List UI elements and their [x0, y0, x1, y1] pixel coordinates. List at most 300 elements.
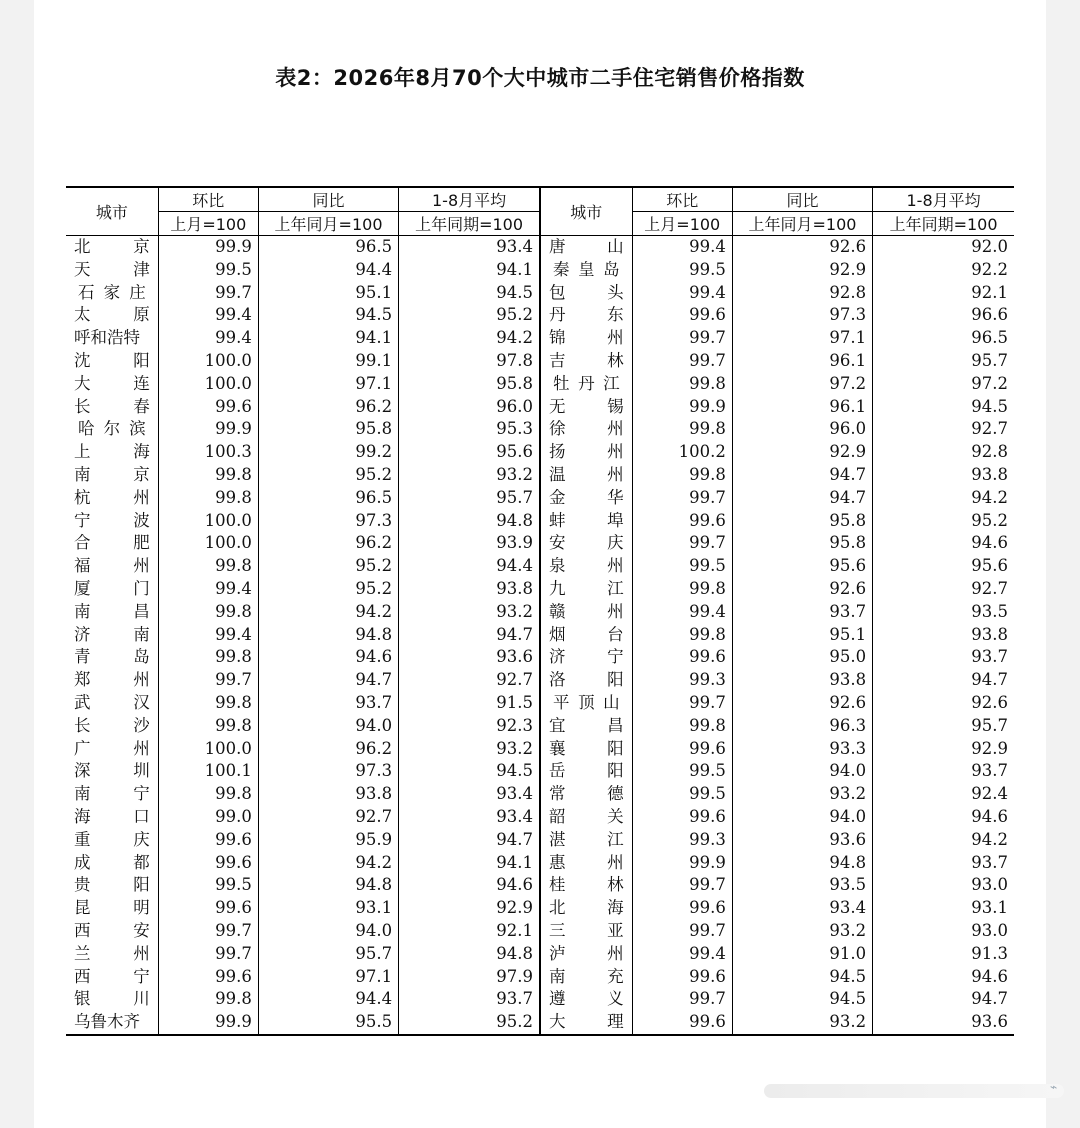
city-right-cell: 南充 [540, 966, 632, 989]
avg-right-cell: 96.6 [873, 304, 1014, 327]
mom-left-cell: 99.4 [158, 624, 258, 647]
yoy-right-cell: 96.3 [732, 715, 872, 738]
mom-right-cell: 100.2 [632, 441, 732, 464]
yoy-right-cell: 96.1 [732, 350, 872, 373]
avg-right-cell: 93.5 [873, 601, 1014, 624]
table-row [66, 327, 1014, 350]
yoy-left-cell: 99.1 [258, 350, 398, 373]
city-left-cell: 海口 [74, 806, 150, 826]
city-right-cell: 济宁 [540, 646, 632, 669]
yoy-left-cell: 96.5 [258, 487, 398, 510]
mom-left-cell: 99.8 [158, 988, 258, 1011]
avg-right-cell: 93.7 [873, 646, 1014, 669]
city-left-cell: 南京 [74, 464, 150, 484]
city-right-cell: 韶关 [540, 806, 632, 829]
table-row [66, 601, 1014, 624]
table-row [66, 373, 1014, 396]
mom-left-cell: 99.8 [158, 783, 258, 806]
mom-left-cell: 99.6 [158, 396, 258, 419]
header-yoy-left: 同比 [258, 187, 398, 212]
price-index-table [66, 186, 1014, 1036]
table-row [66, 304, 1014, 327]
table-row [66, 897, 1014, 920]
table-row [66, 418, 1014, 441]
yoy-right-cell: 94.0 [732, 806, 872, 829]
mom-right-cell: 99.6 [632, 510, 732, 533]
avg-right-cell: 95.2 [873, 510, 1014, 533]
mom-left-cell: 99.9 [158, 236, 258, 259]
avg-right-cell: 94.2 [873, 829, 1014, 852]
mom-left-cell: 100.0 [158, 350, 258, 373]
city-left-cell: 深圳 [74, 761, 150, 781]
city-left-cell: 长沙 [74, 715, 150, 735]
avg-left-cell: 94.2 [399, 327, 540, 350]
corner-mark-icon: ⌁ [1050, 1080, 1058, 1094]
mom-right-cell: 99.9 [632, 852, 732, 875]
city-right-cell: 桂林 [540, 874, 632, 897]
city-left-cell: 长春 [74, 396, 150, 416]
table-row [66, 874, 1014, 897]
mom-right-cell: 99.7 [632, 988, 732, 1011]
yoy-right-cell: 95.8 [732, 532, 872, 555]
avg-left-cell: 92.3 [399, 715, 540, 738]
city-left-cell: 北京 [74, 237, 150, 256]
mom-left-cell: 99.7 [158, 920, 258, 943]
avg-left-cell: 97.8 [399, 350, 540, 373]
header-avg-left: 1-8月平均 [399, 187, 540, 212]
mom-right-cell: 99.7 [632, 327, 732, 350]
table-row [66, 806, 1014, 829]
mom-right-cell: 99.6 [632, 806, 732, 829]
table-row [66, 1011, 1014, 1035]
header-mom-base-right: 上月=100 [632, 212, 732, 236]
avg-right-cell: 94.7 [873, 988, 1014, 1011]
yoy-right-cell: 93.4 [732, 897, 872, 920]
header-mom-left: 环比 [158, 187, 258, 212]
yoy-left-cell: 94.4 [258, 988, 398, 1011]
yoy-right-cell: 94.5 [732, 966, 872, 989]
yoy-right-cell: 92.9 [732, 259, 872, 282]
table-row [66, 282, 1014, 305]
yoy-right-cell: 95.1 [732, 624, 872, 647]
city-right-cell: 扬州 [540, 441, 632, 464]
city-right-cell: 大理 [540, 1011, 632, 1035]
mom-right-cell: 99.4 [632, 282, 732, 305]
city-left-cell: 杭州 [74, 487, 150, 507]
city-right-cell: 惠州 [540, 852, 632, 875]
mom-right-cell: 99.6 [632, 738, 732, 761]
avg-right-cell: 91.3 [873, 943, 1014, 966]
table-row [66, 646, 1014, 669]
mom-right-cell: 99.8 [632, 624, 732, 647]
city-left-cell: 兰州 [74, 943, 150, 963]
city-left-cell: 哈尔滨 [78, 419, 146, 439]
yoy-left-cell: 96.2 [258, 396, 398, 419]
city-right-cell: 宜昌 [540, 715, 632, 738]
avg-left-cell: 93.2 [399, 738, 540, 761]
city-right-cell: 泉州 [540, 555, 632, 578]
mom-left-cell: 100.0 [158, 532, 258, 555]
avg-right-cell: 94.5 [873, 396, 1014, 419]
table-row [66, 441, 1014, 464]
mom-left-cell: 99.4 [158, 327, 258, 350]
yoy-left-cell: 94.0 [258, 920, 398, 943]
avg-right-cell: 95.6 [873, 555, 1014, 578]
yoy-left-cell: 94.8 [258, 874, 398, 897]
mom-right-cell: 99.9 [632, 396, 732, 419]
avg-right-cell: 95.7 [873, 715, 1014, 738]
yoy-left-cell: 95.1 [258, 282, 398, 305]
city-left-cell: 广州 [74, 738, 150, 758]
mom-right-cell: 99.5 [632, 259, 732, 282]
yoy-right-cell: 93.2 [732, 1011, 872, 1035]
city-left-cell: 乌鲁木齐 [66, 1011, 158, 1035]
city-right-cell: 洛阳 [540, 669, 632, 692]
yoy-right-cell: 92.6 [732, 236, 872, 259]
mom-left-cell: 100.3 [158, 441, 258, 464]
city-left-cell: 上海 [74, 442, 150, 462]
city-right-cell: 北海 [540, 897, 632, 920]
mom-right-cell: 99.5 [632, 783, 732, 806]
table-row [66, 396, 1014, 419]
avg-right-cell: 93.0 [873, 874, 1014, 897]
header-yoy-base-left: 上年同月=100 [258, 212, 398, 236]
city-left-cell: 合肥 [74, 533, 150, 553]
yoy-right-cell: 95.0 [732, 646, 872, 669]
mom-left-cell: 99.7 [158, 282, 258, 305]
table-row [66, 692, 1014, 715]
yoy-left-cell: 97.3 [258, 510, 398, 533]
city-right-cell: 徐州 [540, 418, 632, 441]
city-left-cell: 宁波 [74, 510, 150, 530]
city-left-cell: 南昌 [74, 601, 150, 621]
city-left-cell: 太原 [74, 305, 150, 325]
avg-left-cell: 91.5 [399, 692, 540, 715]
avg-left-cell: 95.2 [399, 1011, 540, 1035]
mom-right-cell: 99.8 [632, 418, 732, 441]
city-left-cell: 贵阳 [74, 875, 150, 895]
city-right-cell: 岳阳 [540, 760, 632, 783]
header-yoy-right: 同比 [732, 187, 872, 212]
yoy-left-cell: 95.2 [258, 464, 398, 487]
avg-right-cell: 95.7 [873, 350, 1014, 373]
yoy-left-cell: 99.2 [258, 441, 398, 464]
avg-right-cell: 92.6 [873, 692, 1014, 715]
avg-left-cell: 94.1 [399, 852, 540, 875]
table-row [66, 259, 1014, 282]
avg-right-cell: 93.0 [873, 920, 1014, 943]
yoy-left-cell: 96.5 [258, 236, 398, 259]
yoy-right-cell: 92.8 [732, 282, 872, 305]
city-left-cell: 西安 [74, 920, 150, 940]
mom-right-cell: 99.6 [632, 1011, 732, 1035]
mom-left-cell: 99.7 [158, 943, 258, 966]
yoy-left-cell: 96.2 [258, 532, 398, 555]
yoy-left-cell: 94.0 [258, 715, 398, 738]
table-row [66, 669, 1014, 692]
table-row [66, 532, 1014, 555]
mom-left-cell: 99.6 [158, 966, 258, 989]
avg-left-cell: 93.2 [399, 601, 540, 624]
mom-left-cell: 99.8 [158, 715, 258, 738]
avg-left-cell: 95.3 [399, 418, 540, 441]
avg-right-cell: 92.9 [873, 738, 1014, 761]
yoy-right-cell: 91.0 [732, 943, 872, 966]
table-row [66, 464, 1014, 487]
yoy-left-cell: 94.2 [258, 852, 398, 875]
mom-left-cell: 100.0 [158, 738, 258, 761]
city-right-cell: 温州 [540, 464, 632, 487]
header-mom-base-left: 上月=100 [158, 212, 258, 236]
city-right-cell: 遵义 [540, 988, 632, 1011]
city-right-cell: 唐山 [540, 236, 632, 259]
mom-left-cell: 99.0 [158, 806, 258, 829]
city-left-cell: 大连 [74, 373, 150, 393]
city-left-cell: 西宁 [74, 966, 150, 986]
city-left-cell: 呼和浩特 [74, 328, 140, 348]
table-row [66, 852, 1014, 875]
yoy-left-cell: 95.7 [258, 943, 398, 966]
yoy-right-cell: 94.8 [732, 852, 872, 875]
mom-right-cell: 99.8 [632, 578, 732, 601]
mom-right-cell: 99.7 [632, 487, 732, 510]
header-avg-right: 1-8月平均 [873, 187, 1014, 212]
city-right-cell: 常德 [540, 783, 632, 806]
avg-left-cell: 92.9 [399, 897, 540, 920]
header-mom-right: 环比 [632, 187, 732, 212]
table-row [66, 988, 1014, 1011]
mom-right-cell: 99.7 [632, 920, 732, 943]
city-right-cell: 蚌埠 [540, 510, 632, 533]
avg-left-cell: 93.8 [399, 578, 540, 601]
yoy-left-cell: 97.1 [258, 373, 398, 396]
avg-left-cell: 94.1 [399, 259, 540, 282]
mom-right-cell: 99.7 [632, 532, 732, 555]
mom-left-cell: 99.5 [158, 259, 258, 282]
header-yoy-base-right: 上年同月=100 [732, 212, 872, 236]
city-right-cell: 安庆 [540, 532, 632, 555]
city-left-cell: 青岛 [74, 647, 150, 667]
avg-left-cell: 95.6 [399, 441, 540, 464]
yoy-right-cell: 93.8 [732, 669, 872, 692]
yoy-left-cell: 95.2 [258, 555, 398, 578]
mom-left-cell: 99.5 [158, 874, 258, 897]
mom-left-cell: 99.6 [158, 852, 258, 875]
header-city-right: 城市 [540, 187, 632, 236]
yoy-left-cell: 95.8 [258, 418, 398, 441]
avg-right-cell: 94.2 [873, 487, 1014, 510]
yoy-right-cell: 97.3 [732, 304, 872, 327]
avg-right-cell: 92.7 [873, 418, 1014, 441]
yoy-left-cell: 93.7 [258, 692, 398, 715]
avg-left-cell: 94.8 [399, 943, 540, 966]
city-left-cell: 昆明 [74, 898, 150, 918]
avg-right-cell: 93.7 [873, 852, 1014, 875]
yoy-left-cell: 97.3 [258, 760, 398, 783]
table-row [66, 943, 1014, 966]
table-row [66, 760, 1014, 783]
city-right-cell: 泸州 [540, 943, 632, 966]
mom-right-cell: 99.6 [632, 966, 732, 989]
avg-right-cell: 93.7 [873, 760, 1014, 783]
mom-right-cell: 99.5 [632, 555, 732, 578]
city-right-cell: 丹东 [540, 304, 632, 327]
avg-left-cell: 94.7 [399, 624, 540, 647]
mom-right-cell: 99.7 [632, 350, 732, 373]
yoy-left-cell: 95.2 [258, 578, 398, 601]
table-row [66, 829, 1014, 852]
city-right-cell: 烟台 [540, 624, 632, 647]
yoy-left-cell: 97.1 [258, 966, 398, 989]
mom-right-cell: 99.4 [632, 601, 732, 624]
avg-left-cell: 93.4 [399, 783, 540, 806]
table-row [66, 578, 1014, 601]
yoy-right-cell: 93.2 [732, 920, 872, 943]
city-right-cell: 赣州 [540, 601, 632, 624]
city-left-cell: 银川 [74, 989, 150, 1009]
yoy-right-cell: 96.0 [732, 418, 872, 441]
table-row [66, 966, 1014, 989]
city-right-cell: 锦州 [540, 327, 632, 350]
yoy-right-cell: 97.2 [732, 373, 872, 396]
header-row [66, 187, 1014, 212]
mom-left-cell: 99.9 [158, 1011, 258, 1035]
avg-right-cell: 92.7 [873, 578, 1014, 601]
city-left-cell: 成都 [74, 852, 150, 872]
table-row [66, 624, 1014, 647]
avg-left-cell: 94.8 [399, 510, 540, 533]
mom-left-cell: 100.1 [158, 760, 258, 783]
table-row [66, 783, 1014, 806]
yoy-right-cell: 93.2 [732, 783, 872, 806]
city-left-cell: 石家庄 [78, 282, 146, 302]
avg-left-cell: 92.7 [399, 669, 540, 692]
avg-left-cell: 92.1 [399, 920, 540, 943]
city-left-cell: 重庆 [74, 829, 150, 849]
avg-left-cell: 93.2 [399, 464, 540, 487]
yoy-left-cell: 94.2 [258, 601, 398, 624]
avg-right-cell: 93.8 [873, 464, 1014, 487]
mom-left-cell: 99.4 [158, 304, 258, 327]
mom-right-cell: 99.6 [632, 304, 732, 327]
table-row [66, 510, 1014, 533]
yoy-left-cell: 93.8 [258, 783, 398, 806]
avg-right-cell: 94.7 [873, 669, 1014, 692]
yoy-left-cell: 94.4 [258, 259, 398, 282]
avg-left-cell: 94.6 [399, 874, 540, 897]
mom-left-cell: 100.0 [158, 510, 258, 533]
avg-right-cell: 94.6 [873, 966, 1014, 989]
city-right-cell: 九江 [540, 578, 632, 601]
avg-left-cell: 96.0 [399, 396, 540, 419]
city-right-cell: 吉林 [540, 350, 632, 373]
mom-left-cell: 99.9 [158, 418, 258, 441]
yoy-right-cell: 93.7 [732, 601, 872, 624]
mom-left-cell: 100.0 [158, 373, 258, 396]
avg-left-cell: 94.7 [399, 829, 540, 852]
city-right-cell: 无锡 [540, 396, 632, 419]
yoy-right-cell: 94.7 [732, 464, 872, 487]
mom-right-cell: 99.6 [632, 897, 732, 920]
mom-left-cell: 99.6 [158, 829, 258, 852]
city-right-cell: 牡丹江 [540, 373, 632, 396]
mom-left-cell: 99.6 [158, 897, 258, 920]
table-row [66, 920, 1014, 943]
city-left-cell: 南宁 [74, 784, 150, 804]
avg-right-cell: 92.2 [873, 259, 1014, 282]
city-left-cell: 天津 [74, 259, 150, 279]
table-row [66, 555, 1014, 578]
city-left-cell: 武汉 [74, 692, 150, 712]
avg-left-cell: 94.4 [399, 555, 540, 578]
page-title: 表2：2026年8月70个大中城市二手住宅销售价格指数 [275, 66, 805, 90]
header-avg-base-left: 上年同期=100 [399, 212, 540, 236]
avg-right-cell: 94.6 [873, 532, 1014, 555]
avg-right-cell: 97.2 [873, 373, 1014, 396]
mom-right-cell: 99.4 [632, 236, 732, 259]
yoy-left-cell: 94.6 [258, 646, 398, 669]
table-row [66, 715, 1014, 738]
yoy-right-cell: 92.6 [732, 692, 872, 715]
city-left-cell: 厦门 [74, 578, 150, 598]
avg-left-cell: 95.8 [399, 373, 540, 396]
city-right-cell: 襄阳 [540, 738, 632, 761]
city-right-cell: 包头 [540, 282, 632, 305]
yoy-left-cell: 92.7 [258, 806, 398, 829]
mom-left-cell: 99.8 [158, 555, 258, 578]
avg-right-cell: 96.5 [873, 327, 1014, 350]
header-city-left: 城市 [66, 187, 158, 236]
yoy-left-cell: 94.1 [258, 327, 398, 350]
yoy-left-cell: 93.1 [258, 897, 398, 920]
city-right-cell: 金华 [540, 487, 632, 510]
avg-right-cell: 92.8 [873, 441, 1014, 464]
header-avg-base-right: 上年同期=100 [873, 212, 1014, 236]
yoy-left-cell: 95.9 [258, 829, 398, 852]
yoy-left-cell: 94.7 [258, 669, 398, 692]
yoy-left-cell: 94.8 [258, 624, 398, 647]
yoy-left-cell: 95.5 [258, 1011, 398, 1035]
scroll-indicator [764, 1084, 1064, 1098]
avg-right-cell: 93.8 [873, 624, 1014, 647]
document-page [34, 0, 1046, 1128]
yoy-right-cell: 93.6 [732, 829, 872, 852]
avg-right-cell: 92.0 [873, 236, 1014, 259]
mom-right-cell: 99.8 [632, 373, 732, 396]
yoy-right-cell: 94.5 [732, 988, 872, 1011]
yoy-right-cell: 95.6 [732, 555, 872, 578]
avg-left-cell: 95.7 [399, 487, 540, 510]
avg-left-cell: 97.9 [399, 966, 540, 989]
avg-right-cell: 94.6 [873, 806, 1014, 829]
mom-left-cell: 99.8 [158, 601, 258, 624]
avg-right-cell: 92.1 [873, 282, 1014, 305]
avg-left-cell: 94.5 [399, 282, 540, 305]
mom-left-cell: 99.4 [158, 578, 258, 601]
mom-right-cell: 99.7 [632, 874, 732, 897]
mom-left-cell: 99.7 [158, 669, 258, 692]
mom-right-cell: 99.3 [632, 829, 732, 852]
city-right-cell: 湛江 [540, 829, 632, 852]
mom-right-cell: 99.8 [632, 464, 732, 487]
avg-left-cell: 93.4 [399, 806, 540, 829]
table-row [66, 350, 1014, 373]
mom-right-cell: 99.7 [632, 692, 732, 715]
avg-left-cell: 95.2 [399, 304, 540, 327]
avg-left-cell: 93.4 [399, 236, 540, 259]
table-row [66, 738, 1014, 761]
yoy-right-cell: 92.6 [732, 578, 872, 601]
